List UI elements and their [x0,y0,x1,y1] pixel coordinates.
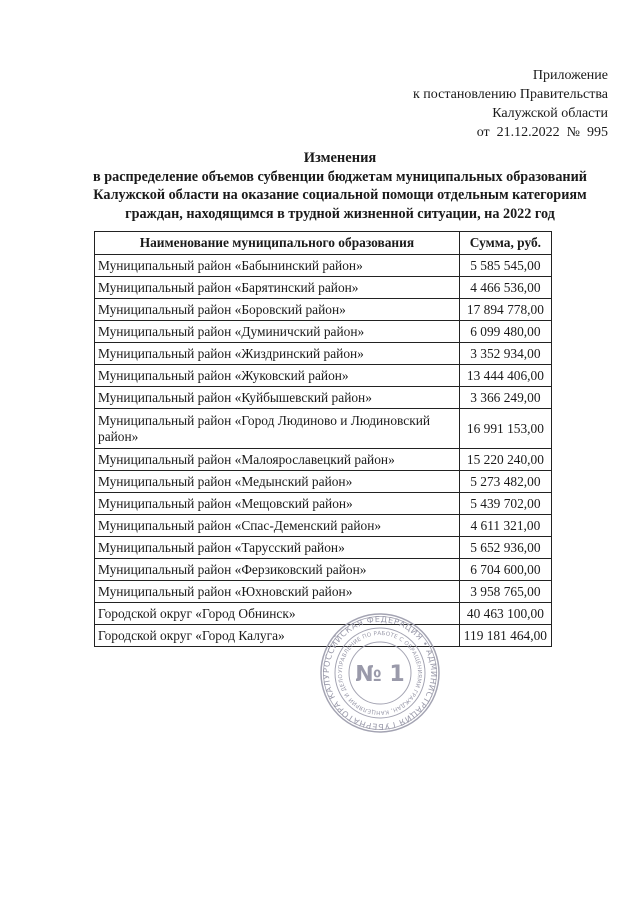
number-prefix: № [566,125,580,140]
table-row [95,299,552,321]
table-row [95,515,552,537]
table-row [95,449,552,471]
amount-cell: 17 894 778,00 [459,299,551,321]
table-row [95,559,552,581]
table-row [95,581,552,603]
appendix-resolution: к постановлению Правительства [412,87,608,102]
municipality-name-cell: Муниципальный район «Медынский район» [95,471,460,493]
municipality-name-cell: Муниципальный район «Бабынинский район» [95,255,460,277]
amount-cell: 15 220 240,00 [459,449,551,471]
amount-cell: 119 181 464,00 [459,625,551,647]
amount-cell: 5 439 702,00 [459,493,551,515]
municipality-name-cell: Муниципальный район «Спас-Деменский район» [95,515,460,537]
amount-cell: 6 099 480,00 [459,321,551,343]
municipality-name-cell: Муниципальный район «Ферзиковский район» [95,559,460,581]
amount-cell: 3 958 765,00 [459,581,551,603]
table-row [95,409,552,449]
municipality-name-cell: Муниципальный район «Жиздринский район» [95,343,460,365]
seal-number: № 1 [355,662,405,687]
municipality-name-cell: Муниципальный район «Куйбышевский район» [95,387,460,409]
municipality-name-cell: Муниципальный район «Юхновский район» [95,581,460,603]
table-row [95,387,552,409]
seal-graphic [318,611,442,735]
table-row [95,321,552,343]
amount-cell: 3 366 249,00 [459,387,551,409]
document-title [60,149,620,223]
resolution-date: 21.12.2022 [496,125,560,140]
table-row [95,537,552,559]
amount-cell: 16 991 153,00 [459,409,551,449]
amount-cell: 4 466 536,00 [459,277,551,299]
resolution-number: 995 [587,125,608,140]
municipality-name-cell: Муниципальный район «Барятинский район» [95,277,460,299]
table-row [95,493,552,515]
municipality-name-cell: Муниципальный район «Боровский район» [95,299,460,321]
municipality-name-cell: Муниципальный район «Тарусский район» [95,537,460,559]
amount-cell: 40 463 100,00 [459,603,551,625]
municipality-name-cell: Муниципальный район «Малоярославецкий район» [95,449,460,471]
table-row [95,255,552,277]
amount-cell: 5 273 482,00 [459,471,551,493]
amount-cell: 13 444 406,00 [459,365,551,387]
title-line-2: Калужской области на оказание социальной помощи отдельным категориям [93,187,587,203]
subvention-table [94,231,552,647]
municipality-name-cell: Городской округ «Город Обнинск» [95,603,460,625]
municipality-name-cell: Городской округ «Город Калуга» [95,625,460,647]
table-header-row [95,232,552,255]
amount-cell: 5 652 936,00 [459,537,551,559]
title-heading: Изменения [303,150,377,166]
amount-cell: 3 352 934,00 [459,343,551,365]
column-header-name: Наименование муниципального образования [95,232,460,255]
column-header-sum: Сумма, руб. [459,232,551,255]
municipality-name-cell: Муниципальный район «Жуковский район» [95,365,460,387]
amount-cell: 5 585 545,00 [459,255,551,277]
date-prefix: от [476,125,490,140]
appendix-date-line [308,123,608,142]
municipality-name-cell: Муниципальный район «Мещовский район» [95,493,460,515]
title-line-3: граждан, находящимся в трудной жизненной ситуации, на 2022 год [125,205,555,222]
table-body [95,255,552,647]
official-seal [318,611,442,735]
appendix-block [308,66,608,142]
table-row [95,277,552,299]
title-line-1: в распределение объемов субвенции бюджетам муниципальных образований [93,168,587,185]
appendix-region: Калужской области [492,106,608,121]
amount-cell: 6 704 600,00 [459,559,551,581]
seal-outer-text: РОССИЙСКАЯ ФЕДЕРАЦИЯ • АДМИНИСТРАЦИЯ ГУБЕРНАТОРА КАЛУ [320,613,440,733]
municipality-name-cell: Муниципальный район «Думиничский район» [95,321,460,343]
table-row [95,365,552,387]
appendix-label: Приложение [532,68,608,83]
table-row [95,471,552,493]
municipality-name-cell: Муниципальный район «Город Людиново и Людиновский район» [95,409,460,449]
seal-inner-text: УПРАВЛЕНИЕ ПО РАБОТЕ С ОБРАЩЕНИЯМИ ГРАЖДАН, КАНЦЕЛЯРИИ И ДЕЛО [337,630,423,716]
table-row [95,343,552,365]
amount-cell: 4 611 321,00 [459,515,551,537]
